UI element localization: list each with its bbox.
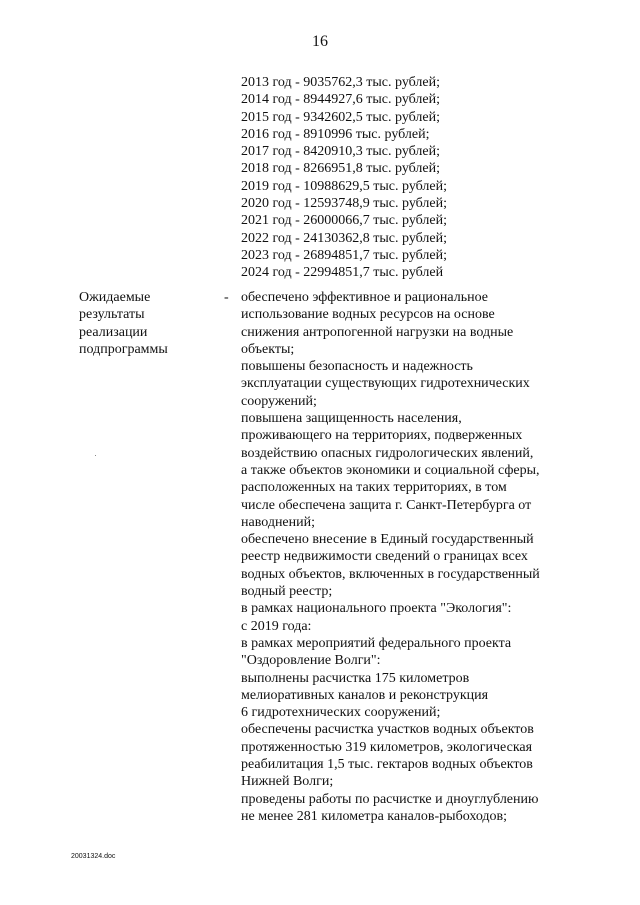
result-line: повышены безопасность и надежность — [241, 359, 473, 375]
funding-line: 2022 год - 24130362,8 тыс. рублей; — [241, 230, 448, 246]
result-line: проживающего на территориях, подверженных — [241, 428, 523, 444]
page-number: 16 — [312, 33, 328, 50]
result-line: расположенных на таких территориях, в том — [241, 480, 507, 496]
funding-line: 2014 год - 8944927,6 тыс. рублей; — [241, 92, 441, 108]
result-line: Нижней Волги; — [241, 774, 334, 790]
result-line: протяженностью 319 километров, экологическая — [241, 739, 533, 755]
result-line: а также объектов экономики и социальной сферы, — [241, 462, 540, 478]
scan-speck — [95, 455, 96, 456]
result-line: объекты; — [241, 341, 295, 357]
result-line: в рамках мероприятий федерального проекта — [241, 635, 512, 651]
result-line: "Оздоровление Волги": — [241, 653, 381, 669]
result-line: проведены работы по расчистке и дноуглублению — [241, 791, 539, 807]
funding-line: 2020 год - 12593748,9 тыс. рублей; — [241, 196, 448, 212]
result-line: повышена защищенность населения, — [241, 411, 462, 427]
result-line: водный реестр; — [241, 584, 333, 600]
result-line: в рамках национального проекта "Экология": — [241, 601, 512, 617]
funding-list — [241, 74, 447, 282]
result-line: воздействию опасных гидрологических явлений, — [241, 445, 534, 461]
result-line: использование водных ресурсов на основе — [241, 307, 495, 323]
funding-line: 2023 год - 26894851,7 тыс. рублей; — [241, 247, 448, 263]
funding-line: 2017 год - 8420910,3 тыс. рублей; — [241, 144, 441, 160]
result-line: не менее 281 километра каналов-рыбоходов; — [241, 808, 508, 824]
funding-line: 2013 год - 9035762,3 тыс. рублей; — [241, 75, 441, 90]
result-line: обеспечено эффективное и рациональное — [241, 290, 489, 305]
result-line: обеспечено внесение в Единый государственный — [241, 532, 534, 548]
results-list — [241, 289, 540, 825]
dash-marker: - — [224, 290, 229, 305]
result-line: мелиоративных каналов и реконструкция — [241, 687, 489, 703]
result-line: числе обеспечена защита г. Санкт-Петербурга от — [241, 497, 532, 513]
result-line: с 2019 года: — [241, 618, 312, 634]
funding-line: 2021 год - 26000066,7 тыс. рублей; — [241, 213, 448, 229]
result-line: обеспечены расчистка участков водных объектов — [241, 722, 534, 738]
funding-line: 2015 год - 9342602,5 тыс. рублей; — [241, 109, 441, 125]
result-line: реабилитация 1,5 тыс. гектаров водных объектов — [241, 757, 533, 773]
result-line: выполнены расчистка 175 километров — [241, 670, 470, 686]
result-line: 6 гидротехнических сооружений; — [241, 705, 441, 721]
result-line: наводнений; — [241, 514, 316, 530]
funding-line: 2019 год - 10988629,5 тыс. рублей; — [241, 178, 448, 194]
result-line: снижения антропогенной нагрузки на водные — [241, 324, 514, 340]
result-line: водных объектов, включенных в государственный — [241, 566, 540, 582]
result-line: сооружений; — [241, 393, 317, 409]
result-line: реестр недвижимости сведений о границах всех — [241, 549, 528, 565]
funding-line: 2016 год - 8910996 тыс. рублей; — [241, 126, 430, 142]
funding-line: 2018 год - 8266951,8 тыс. рублей; — [241, 161, 441, 177]
footer-filename: 20031324.doc — [71, 853, 116, 860]
result-line: эксплуатации существующих гидротехнических — [241, 376, 530, 392]
section-label: Ожидаемые результаты реализации подпрограммы — [79, 290, 168, 357]
funding-line: 2024 год - 22994851,7 тыс. рублей — [241, 265, 444, 281]
